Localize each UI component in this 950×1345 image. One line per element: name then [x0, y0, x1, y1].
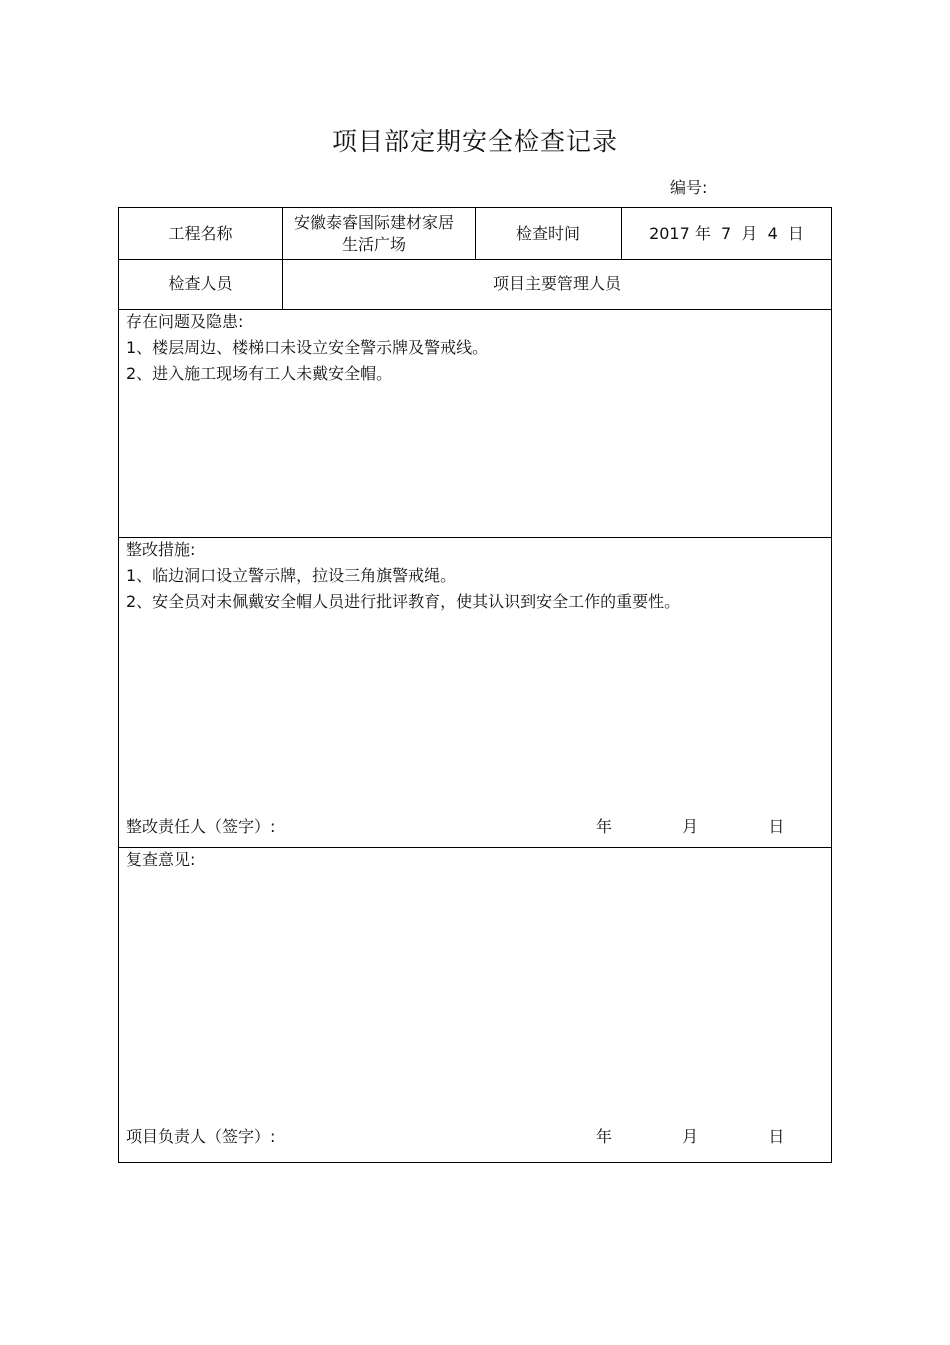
rectification-item: 2、安全员对未佩戴安全帽人员进行批评教育，使其认识到安全工作的重要性。: [126, 592, 681, 611]
issue-item: 2、进入施工现场有工人未戴安全帽。: [126, 364, 393, 383]
review-section: [126, 847, 195, 873]
rectification-heading: 整改措施:: [126, 540, 196, 559]
inspector-label: 检查人员: [168, 274, 233, 293]
row-divider: [119, 847, 831, 848]
project-name-value: 安徽泰睿国际建材家居生活广场: [293, 212, 454, 254]
review-heading: 复查意见:: [126, 850, 196, 869]
rectification-item: 1、临边洞口设立警示牌，拉设三角旗警戒绳。: [126, 566, 457, 585]
issues-section: [126, 309, 488, 387]
document-number-label: 编号:: [670, 178, 708, 197]
review-signature-date: 年 月 日: [596, 1127, 785, 1146]
inspector-value: 项目主要管理人员: [492, 274, 621, 293]
document-title: 项目部定期安全检查记录: [331, 127, 618, 156]
project-name-label: 工程名称: [168, 223, 233, 243]
inspection-date-value: 2017 年 7 月 4 日: [649, 223, 804, 243]
issue-item: 1、楼层周边、楼梯口未设立安全警示牌及警戒线。: [126, 338, 489, 357]
review-signature-label: 项目负责人（签字）:: [126, 1127, 276, 1146]
inspection-time-label: 检查时间: [515, 223, 580, 243]
rectification-section: [126, 537, 680, 615]
rectification-signature-date: 年 月 日: [596, 817, 785, 836]
rectification-signature-label: 整改责任人（签字）:: [126, 817, 276, 836]
issues-heading: 存在问题及隐患:: [126, 312, 244, 331]
inspection-record-table: [118, 207, 832, 1163]
